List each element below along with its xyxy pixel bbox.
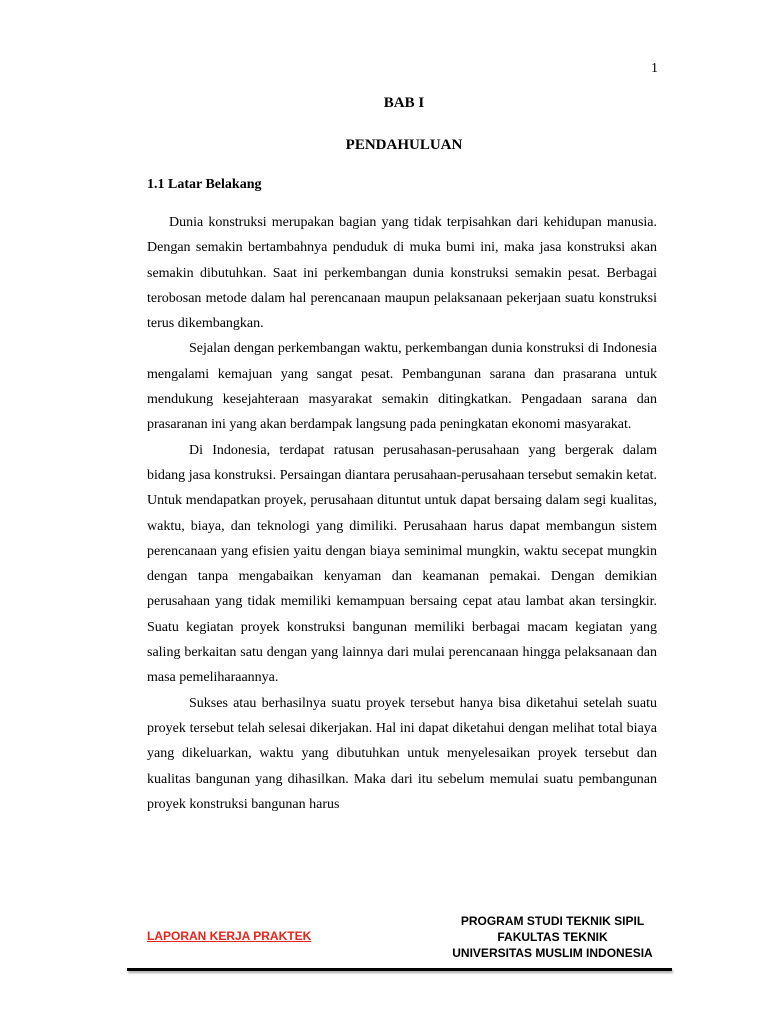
body-text xyxy=(147,210,657,817)
paragraph: Sejalan dengan perkembangan waktu, perkembangan dunia konstruksi di Indonesia mengalami kemajuan yang sangat pesat. Pembangunan sarana dan prasarana untuk mendukung kesejahteraan masyarakat semakin ditingkatkan. Pengadaan sarana dan prasaranan ini yang akan berdampak langsung pada peningkatan ekonomi masyarakat. xyxy=(147,341,657,433)
footer-university: UNIVERSITAS MUSLIM INDONESIA xyxy=(452,946,653,960)
footer-report-label: LAPORAN KERJA PRAKTEK xyxy=(147,929,312,943)
paragraph: Sukses atau berhasilnya suatu proyek tersebut hanya bisa diketahui setelah suatu proyek tersebut telah selesai dikerjakan. Hal ini dapat diketahui dengan melihat total biaya yang dikeluarkan, waktu yang dibutuhkan untuk menyelesaikan proyek tersebut dan kualitas bangunan yang dihasilkan. Maka dari itu sebelum memulai suatu pembangunan proyek konstruksi bangunan harus xyxy=(147,695,657,812)
paragraph: Dunia konstruksi merupakan bagian yang tidak terpisahkan dari kehidupan manusia. Dengan semakin bertambahnya penduduk di muka bumi ini, maka jasa konstruksi akan semakin dibutuhkan. Saat ini perkembangan dunia konstruksi semakin pesat. Berbagai terobosan metode dalam hal perencanaan maupun pelaksanaan pekerjaan suatu konstruksi terus dikembangkan. xyxy=(147,215,657,332)
footer-divider xyxy=(127,968,672,971)
section-heading: 1.1 Latar Belakang xyxy=(147,177,262,192)
paragraph: Di Indonesia, terdapat ratusan perusahasan-perusahaan yang bergerak dalam bidang jasa konstruksi. Persaingan diantara perusahaan-perusahaan tersebut semakin ketat. Untuk mendapatkan proyek, perusahaan dituntut untuk dapat bersaing dalam segi kualitas, waktu, biaya, dan teknologi yang dimiliki. Perusahaan harus dapat membangun sistem perencanaan yang efisien yaitu dengan biaya seminimal mungkin, waktu secepat mungkin dengan tanpa mengabaikan kenyaman dan keamanan pemakai. Dengan demikian perusahaan yang tidak memiliki kemampuan bersaing cepat atau lambat akan tersingkir. Suatu kegiatan proyek konstruksi bangunan memiliki berbagai macam kegiatan yang saling berkaitan satu dengan yang lainnya dari mulai perencanaan hingga pelaksanaan dan masa pemeliharaannya. xyxy=(147,442,657,686)
footer-program: PROGRAM STUDI TEKNIK SIPIL xyxy=(460,914,645,928)
chapter-title: PENDAHULUAN xyxy=(345,137,463,153)
chapter-number: BAB I xyxy=(383,95,425,111)
footer-faculty: FAKULTAS TEKNIK xyxy=(497,930,608,944)
footer-institution xyxy=(420,913,685,961)
page-number: 1 xyxy=(651,61,658,76)
